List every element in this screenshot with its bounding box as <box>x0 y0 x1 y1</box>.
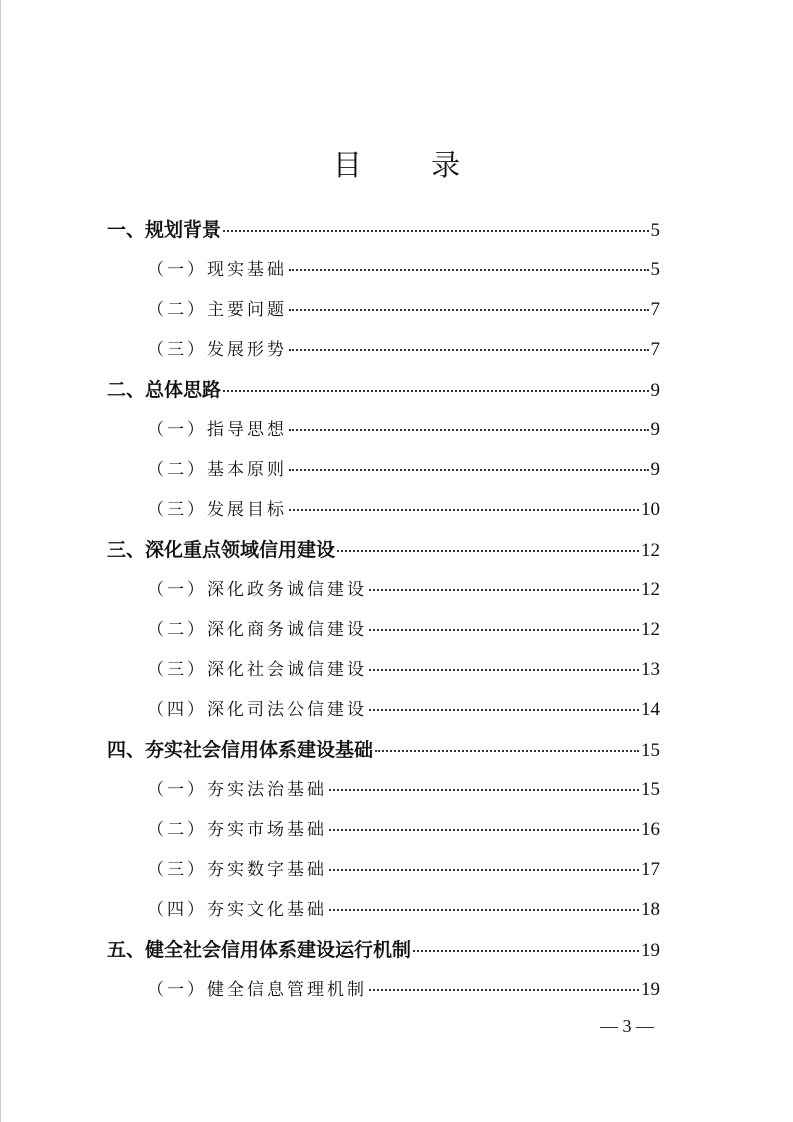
leader-dots <box>329 869 639 871</box>
leader-dots <box>329 909 639 911</box>
toc-entry[interactable] <box>147 415 660 445</box>
toc-entry[interactable] <box>147 255 660 285</box>
toc-entry-page: 17 <box>641 859 660 880</box>
toc-entry-label: （一）夯实法治基础 <box>147 780 327 800</box>
toc-entry-label: 三、深化重点领域信用建设 <box>107 539 336 561</box>
toc-entry-label: 二、总体思路 <box>107 379 222 401</box>
toc-entry[interactable] <box>107 535 660 565</box>
leader-dots <box>223 390 648 392</box>
leader-dots <box>289 469 649 471</box>
toc-entry-label: （四）夯实文化基础 <box>147 900 327 920</box>
toc-entry-label: （二）基本原则 <box>147 460 287 480</box>
toc-entry[interactable] <box>147 695 660 725</box>
toc-entry[interactable] <box>147 495 660 525</box>
toc-entry-page: 9 <box>650 459 660 480</box>
toc-entry-page: 13 <box>641 659 660 680</box>
toc-entry-page: 10 <box>641 499 660 520</box>
toc-entry[interactable] <box>147 775 660 805</box>
toc-entry[interactable] <box>147 815 660 845</box>
toc-entry-page: 19 <box>641 940 660 961</box>
toc-entry[interactable] <box>107 375 660 405</box>
leader-dots <box>369 629 639 631</box>
toc-entry-label: （二）夯实市场基础 <box>147 820 327 840</box>
leader-dots <box>289 309 649 311</box>
toc-entry-page: 12 <box>641 579 660 600</box>
toc-entry-label: （三）发展目标 <box>147 500 287 520</box>
toc-entry-page: 5 <box>650 259 660 280</box>
leader-dots <box>289 509 639 511</box>
toc-entry-label: 一、规划背景 <box>107 219 222 241</box>
toc-entry[interactable] <box>147 295 660 325</box>
toc-entry[interactable] <box>147 975 660 1005</box>
leader-dots <box>289 349 649 351</box>
toc-entry[interactable] <box>147 855 660 885</box>
leader-dots <box>375 750 639 752</box>
leader-dots <box>413 950 639 952</box>
toc-entry[interactable] <box>147 615 660 645</box>
leader-dots <box>369 589 639 591</box>
toc-entry[interactable] <box>147 575 660 605</box>
leader-dots <box>329 829 639 831</box>
toc-entry-label: （三）发展形势 <box>147 340 287 360</box>
toc-entry-label: （一）现实基础 <box>147 260 287 280</box>
toc-entry-page: 19 <box>641 979 660 1000</box>
toc-entry[interactable] <box>147 335 660 365</box>
toc-entry-page: 14 <box>641 699 660 720</box>
toc-entry-label: （一）健全信息管理机制 <box>147 980 367 1000</box>
leader-dots <box>369 989 639 991</box>
toc-entry[interactable] <box>147 455 660 485</box>
toc-entry-page: 16 <box>641 819 660 840</box>
page-title: 目 录 <box>332 148 491 183</box>
toc-entry[interactable] <box>147 655 660 685</box>
toc-entry-label: （三）深化社会诚信建设 <box>147 660 367 680</box>
page-number-footer: — 3 — <box>600 1016 654 1036</box>
leader-dots <box>223 230 648 232</box>
toc-entry[interactable] <box>147 895 660 925</box>
toc-entry-page: 15 <box>641 779 660 800</box>
toc-entry-label: （四）深化司法公信建设 <box>147 700 367 720</box>
toc-entry-page: 18 <box>641 899 660 920</box>
toc-entry-label: （二）深化商务诚信建设 <box>147 620 367 640</box>
toc-entry-page: 7 <box>650 339 660 360</box>
toc-entry-page: 15 <box>641 740 660 761</box>
toc-entry-label: 五、健全社会信用体系建设运行机制 <box>107 939 412 961</box>
toc-entry-page: 7 <box>650 299 660 320</box>
leader-dots <box>337 550 639 552</box>
toc-entry-page: 9 <box>650 380 660 401</box>
toc-entry-label: （一）深化政务诚信建设 <box>147 580 367 600</box>
leader-dots <box>289 429 649 431</box>
toc-entry-page: 12 <box>641 619 660 640</box>
toc-entry-page: 12 <box>641 540 660 561</box>
toc-entry[interactable] <box>107 735 660 765</box>
toc-entry-page: 9 <box>650 419 660 440</box>
leader-dots <box>289 269 649 271</box>
leader-dots <box>369 709 639 711</box>
toc-entry[interactable] <box>107 935 660 965</box>
leader-dots <box>369 669 639 671</box>
toc-entry-label: （二）主要问题 <box>147 300 287 320</box>
toc-entry-label: 四、夯实社会信用体系建设基础 <box>107 739 374 761</box>
toc-entry-label: （三）夯实数字基础 <box>147 860 327 880</box>
leader-dots <box>329 789 639 791</box>
toc-entry[interactable] <box>107 215 660 245</box>
toc-entry-label: （一）指导思想 <box>147 420 287 440</box>
toc-entry-page: 5 <box>650 220 660 241</box>
